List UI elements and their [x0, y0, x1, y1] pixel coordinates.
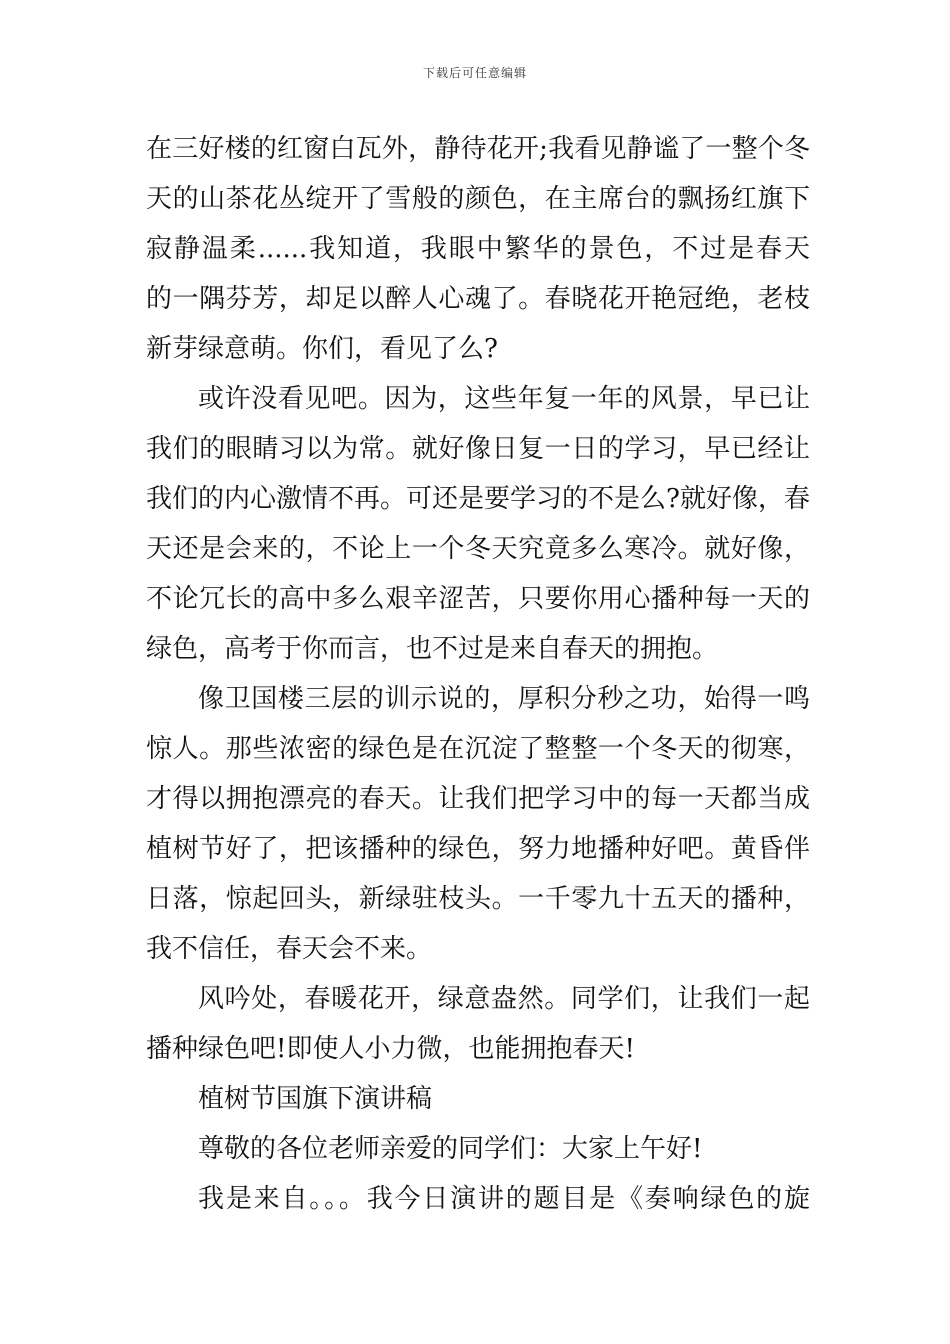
- text-line: 像卫国楼三层的训示说的，厚积分秒之功，始得一鸣: [198, 684, 810, 714]
- paragraph: [146, 374, 810, 674]
- text-line: 天的山茶花丛绽开了雪般的颜色，在主席台的飘扬红旗下: [146, 184, 810, 214]
- paragraph: [146, 124, 810, 374]
- text-line: 新芽绿意萌。你们，看见了么?: [146, 334, 498, 364]
- text-line: 风吟处，春暖花开，绿意盎然。同学们，让我们一起: [198, 984, 810, 1014]
- paragraph: [146, 1174, 810, 1224]
- text-line: 或许没看见吧。因为，这些年复一年的风景，早已让: [198, 384, 810, 414]
- text-line: 寂静温柔......我知道，我眼中繁华的景色，不过是春天: [146, 234, 810, 264]
- page-header: 下载后可任意编辑: [422, 66, 527, 80]
- text-line: 不论冗长的高中多么艰辛涩苦，只要你用心播种每一天的: [146, 584, 810, 614]
- text-line: 植树节好了，把该播种的绿色，努力地播种好吧。黄昏伴: [146, 834, 810, 864]
- speech-title: [146, 1074, 810, 1124]
- text-line: 的一隅芬芳，却足以醉人心魂了。春晓花开艳冠绝，老枝: [146, 284, 810, 314]
- paragraph: [146, 674, 810, 974]
- text-line: 日落，惊起回头，新绿驻枝头。一千零九十五天的播种，: [146, 884, 810, 914]
- text-line: 我们的眼睛习以为常。就好像日复一日的学习，早已经让: [146, 434, 810, 464]
- greeting: [146, 1124, 810, 1174]
- text-line: 播种绿色吧!即使人小力微，也能拥抱春天!: [146, 1034, 635, 1064]
- text-line: 才得以拥抱漂亮的春天。让我们把学习中的每一天都当成: [146, 784, 810, 814]
- text-line: 在三好楼的红窗白瓦外，静待花开;我看见静谧了一整个冬: [146, 134, 810, 164]
- paragraph: [146, 974, 810, 1074]
- document-body: [146, 124, 810, 1224]
- text-line: 我们的内心激情不再。可还是要学习的不是么?就好像，春: [146, 484, 810, 514]
- text-line: 植树节国旗下演讲稿: [198, 1084, 433, 1114]
- text-line: 惊人。那些浓密的绿色是在沉淀了整整一个冬天的彻寒，: [146, 734, 810, 764]
- text-line: 绿色，高考于你而言，也不过是来自春天的拥抱。: [146, 634, 719, 664]
- text-line: 我不信任，春天会不来。: [146, 934, 433, 964]
- text-line: 天还是会来的，不论上一个冬天究竟多么寒冷。就好像，: [146, 534, 810, 564]
- text-line: 我是来自。。。我今日演讲的题目是《奏响绿色的旋: [198, 1184, 810, 1214]
- text-line: 尊敬的各位老师亲爱的同学们：大家上午好!: [198, 1134, 703, 1164]
